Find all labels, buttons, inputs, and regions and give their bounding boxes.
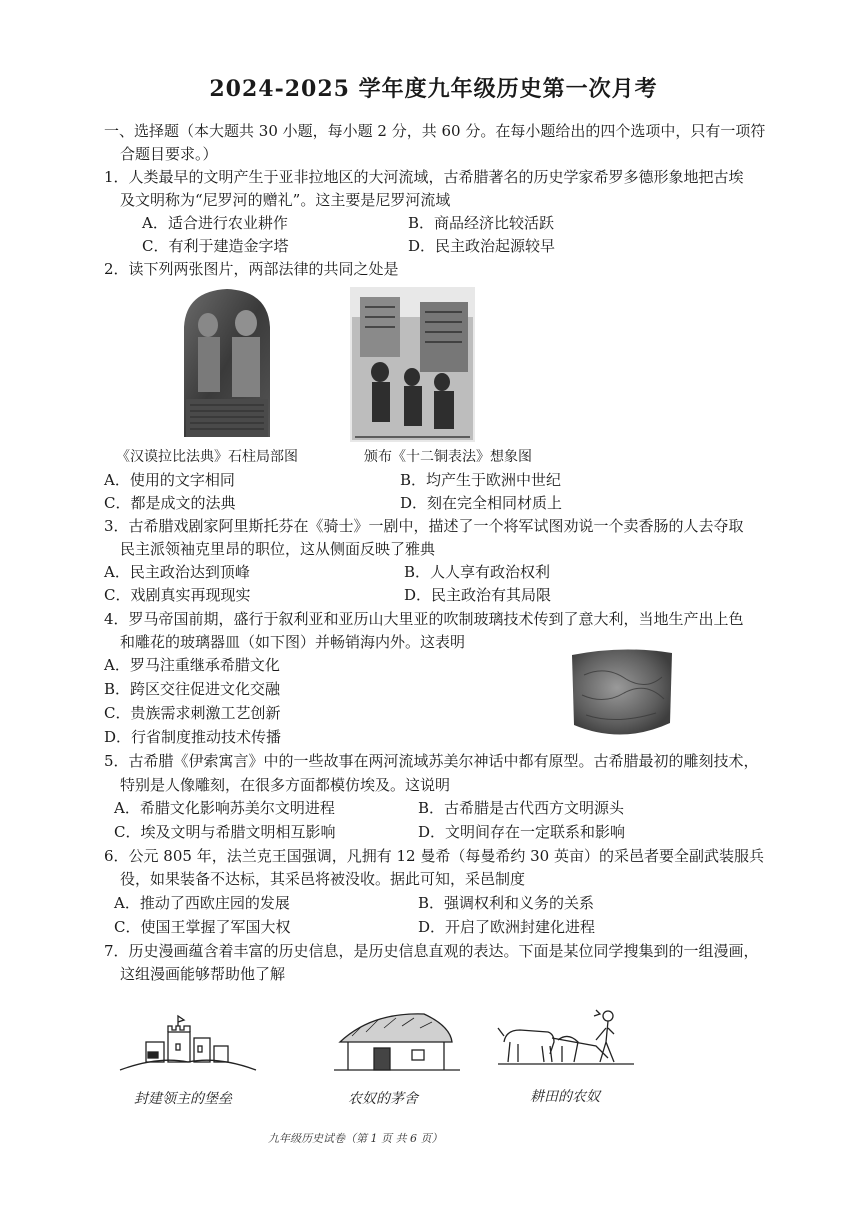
q4-option-a[interactable]: A．罗马注重继承希腊文化 xyxy=(104,656,280,674)
q2-caption-1: 《汉谟拉比法典》石柱局部图 xyxy=(116,449,298,465)
q2-option-c[interactable]: C．都是成文的法典 xyxy=(104,494,236,512)
q4-option-d[interactable]: D．行省制度推动技术传播 xyxy=(104,728,282,746)
q1-stem-line2: 及文明称为“尼罗河的赠礼”。这主要是尼罗河流域 xyxy=(120,191,451,209)
q1-option-b[interactable]: B．商品经济比较活跃 xyxy=(408,214,555,232)
q1-option-a[interactable]: A．适合进行农业耕作 xyxy=(142,214,288,232)
q5-option-c[interactable]: C．埃及文明与希腊文明相互影响 xyxy=(114,823,336,841)
q4-stem-line1: 4．罗马帝国前期，盛行于叙利亚和亚历山大里亚的吹制玻璃技术传到了意大利，当地生产出上色 xyxy=(104,610,744,628)
ploughing-cartoon-image xyxy=(496,1006,636,1068)
q1-option-c[interactable]: C．有利于建造金字塔 xyxy=(142,237,289,255)
exam-title: 2024-2025 学年度九年级历史第一次月考 xyxy=(209,76,658,102)
q3-option-b[interactable]: B．人人享有政治权利 xyxy=(404,563,551,581)
hammurabi-stele-image xyxy=(172,287,282,439)
q4-option-b[interactable]: B．跨区交往促进文化交融 xyxy=(104,680,281,698)
q7-caption-1: 封建领主的堡垒 xyxy=(134,1091,232,1107)
q6-option-b[interactable]: B．强调权利和义务的关系 xyxy=(418,894,595,912)
q3-option-a[interactable]: A．民主政治达到顶峰 xyxy=(104,563,250,581)
q5-option-a[interactable]: A．希腊文化影响苏美尔文明进程 xyxy=(114,799,335,817)
glass-vessel-image xyxy=(566,645,678,745)
q7-stem-line2: 这组漫画能够帮助他了解 xyxy=(120,965,286,983)
q4-stem-line2: 和雕花的玻璃器皿（如下图）并畅销海内外。这表明 xyxy=(120,633,466,651)
q6-option-c[interactable]: C．使国王掌握了军国大权 xyxy=(114,918,291,936)
q6-stem-line1: 6．公元 805 年，法兰克王国强调，凡拥有 12 曼希（每曼希约 30 英亩）的采邑者要全副武装服兵 xyxy=(104,847,764,865)
q5-stem-line2: 特别是人像雕刻，在很多方面都模仿埃及。这说明 xyxy=(120,776,451,794)
q7-caption-3: 耕田的农奴 xyxy=(530,1089,600,1105)
q2-stem: 2．读下列两张图片，两部法律的共同之处是 xyxy=(104,260,399,278)
q2-caption-2: 颁布《十二铜表法》想象图 xyxy=(364,449,532,465)
q2-option-d[interactable]: D．刻在完全相同材质上 xyxy=(400,494,563,512)
section-header-line2: 合题目要求。） xyxy=(120,145,218,163)
q6-stem-line2: 役，如果装备不达标，其采邑将被没收。据此可知，采邑制度 xyxy=(120,870,526,888)
q3-option-c[interactable]: C．戏剧真实再现现实 xyxy=(104,586,251,604)
twelve-tables-image xyxy=(350,287,475,442)
q5-stem-line1: 5．古希腊《伊索寓言》中的一些故事在两河流域苏美尔神话中都有原型。古希腊最初的雕刻技术， xyxy=(104,752,759,770)
q3-stem-line1: 3．古希腊戏剧家阿里斯托芬在《骑士》一剧中，描述了一个将军试图劝说一个卖香肠的人去夺取 xyxy=(104,517,744,535)
q1-stem-line1: 1．人类最早的文明产生于亚非拉地区的大河流域，古希腊著名的历史学家希罗多德形象地把古埃 xyxy=(104,168,744,186)
q5-option-b[interactable]: B．古希腊是古代西方文明源头 xyxy=(418,799,625,817)
q2-option-a[interactable]: A．使用的文字相同 xyxy=(104,471,235,489)
q6-option-a[interactable]: A．推动了西欧庄园的发展 xyxy=(114,894,290,912)
q7-stem-line1: 7．历史漫画蕴含着丰富的历史信息，是历史信息直观的表达。下面是某位同学搜集到的一组漫画， xyxy=(104,942,759,960)
q6-option-d[interactable]: D．开启了欧洲封建化进程 xyxy=(418,918,596,936)
q1-option-d[interactable]: D．民主政治起源较早 xyxy=(408,237,556,255)
q5-option-d[interactable]: D．文明间存在一定联系和影响 xyxy=(418,823,626,841)
q3-stem-line2: 民主派领袖克里昂的职位，这从侧面反映了雅典 xyxy=(120,540,436,558)
section-header-line1: 一、选择题（本大题共 30 小题，每小题 2 分，共 60 分。在每小题给出的四个选项中，只有一项符 xyxy=(104,122,766,140)
q2-option-b[interactable]: B．均产生于欧洲中世纪 xyxy=(400,471,562,489)
page-footer: 九年级历史试卷（第 1 页 共 6 页） xyxy=(268,1132,443,1145)
cottage-cartoon-image xyxy=(332,1008,462,1074)
q7-caption-2: 农奴的茅舍 xyxy=(348,1091,418,1107)
q4-option-c[interactable]: C．贵族需求刺激工艺创新 xyxy=(104,704,281,722)
castle-cartoon-image xyxy=(118,1012,258,1074)
q3-option-d[interactable]: D．民主政治有其局限 xyxy=(404,586,552,604)
